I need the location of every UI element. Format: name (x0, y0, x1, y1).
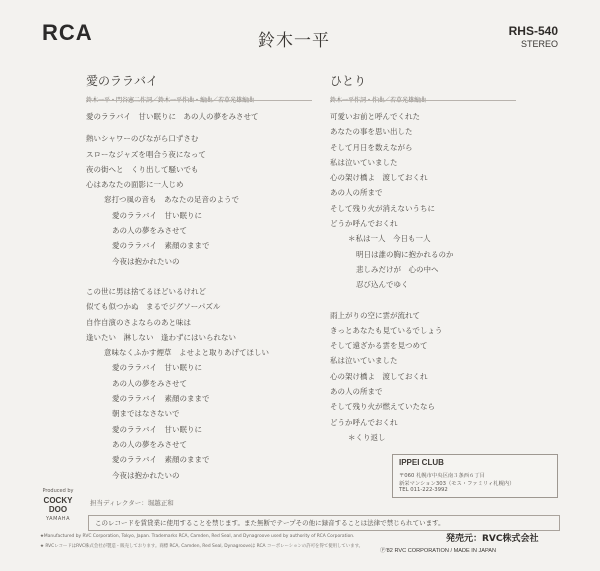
lyric-line: 意味なくふかす煙草 よせよと取りあげてほしい (104, 348, 269, 358)
lyric-line: 愛のララバイ 甘い眠りに (112, 363, 202, 373)
lyric-line: あの人の夢をみさせて (112, 226, 187, 236)
lyric-line: 愛のララバイ 素顔のままで (112, 455, 210, 465)
producer-logo: COCKY DOO (43, 496, 73, 514)
lyric-line: 愛のララバイ 素顔のままで (112, 394, 210, 404)
seller: 発売元：RVC株式会社 (446, 534, 539, 544)
lyric-line: ＊私は一人 今日も一人 (348, 234, 431, 244)
lyric-line: そして残り火が消えないうちに (330, 203, 435, 213)
lyric-line: 心はあなたの面影に一人じめ (86, 180, 184, 190)
song-b-divider (330, 100, 516, 101)
lyric-line: 今夜は抱かれたいの (112, 256, 180, 266)
lyric-line: 似ても似つかぬ まるでジグソーパズル (86, 302, 221, 312)
lyric-line: 心の架け橋よ 渡しておくれ (330, 371, 428, 381)
lyric-line: 私は泣いていました (330, 356, 398, 366)
lyric-line: 愛のララバイ 甘い眠りに あの人の夢をみさせて (86, 112, 259, 121)
lyric-line: そして残り火が燃えていたなら (330, 402, 435, 412)
lyric-line: 熱いシャワーのびながら口ずさむ (86, 134, 199, 144)
produced-by-label: Produced by (42, 488, 74, 494)
rca-logo: RCA (42, 20, 93, 45)
lyric-line: 可愛いお前と呼んでくれた (330, 112, 420, 121)
lyric-line: あなたの事を思い出した (330, 127, 413, 137)
lyric-line: 愛のララバイ 甘い眠りに (112, 424, 202, 434)
song-a-title: 愛のララバイ (86, 74, 159, 88)
fan-club-box (392, 454, 558, 498)
format-label: STEREO (520, 39, 558, 49)
producer-credit (38, 488, 78, 522)
lyric-line: あの人の夢をみさせて (112, 439, 187, 449)
lyric-line: 心の架け橋よ 渡しておくれ (330, 173, 428, 183)
lyric-line: 自作自演のさよならのあと味は (86, 317, 191, 327)
lyric-line: 愛のララバイ 甘い眠りに (112, 210, 202, 220)
song-b-lyrics (330, 109, 454, 445)
lyric-line: この世に男は捨てるほどいるけれど (86, 286, 206, 296)
lyric-line: 忍び込んでゆく (356, 280, 409, 290)
fine-print-1: ★Manufactured by RVC Corporation, Tokyo, Japan. Trademarks RCA, Camden, Red Seal, and Dynagroove used by authority of RCA Corporation. (40, 534, 355, 539)
song-b-title: ひとり (330, 74, 367, 88)
director-credit: 担当ディレクター：堀越正和 (90, 499, 174, 507)
catalog-block (509, 24, 558, 49)
lyric-line: 逢いたい 淋しない 逢わずにはいられない (86, 332, 236, 342)
copyright: Ⓟ'82 RVC CORPORATION / MADE IN JAPAN (380, 548, 497, 554)
lyric-line: 窓打つ風の音も あなたの足音のようで (104, 195, 239, 205)
lyric-line: 私は泣いていました (330, 157, 398, 167)
catalog-number: RHS-540 (508, 24, 558, 38)
lyric-line: そして遠ざかる雲を見つめて (330, 341, 428, 351)
lyric-line: ＊くり返し (348, 432, 386, 442)
fan-club-address-2: 新栄マンション303（モス・ファミリィ札幌内） (399, 481, 515, 487)
song-a-divider (86, 100, 312, 101)
lyric-line: どうか呼んでおくれ (330, 219, 398, 229)
fan-club-name: IPPEI CLUB (399, 458, 444, 467)
legal-notice: このレコードを賃貸業に使用することを禁じます。また無断でテープその他に録音することは法律で禁じられています。 (88, 515, 560, 531)
header (0, 0, 600, 60)
lyric-line: スローなジャズを唱合う夜になって (86, 149, 206, 159)
artist-name: 鈴木一平 (258, 31, 330, 51)
lyric-line: 明日は誰の胸に抱かれるのか (356, 249, 454, 259)
lyric-line: 夜の街へと くり出して騒いでも (86, 164, 199, 174)
lyric-line: あの人の夢をみさせて (112, 378, 187, 388)
fan-club-address-1: 〒060 札幌市中央区南３条西６丁目 (399, 473, 485, 479)
lyric-line: 雨上がりの空に雲が流れて (330, 310, 420, 320)
lyric-line: きっとあなたも見ているでしょう (330, 325, 443, 335)
lyric-line: あの人の所まで (330, 188, 383, 198)
lyric-line: 今夜は抱かれたいの (112, 470, 180, 480)
lyric-line: そして月日を数えながら (330, 142, 413, 152)
fine-print-2: ★ RVCレコードはRVC株式会社が製造・販売しております。商標 RCA, Camden, Red Seal, Dynagrooveは RCA コーポレーションの許可を得て使用しています。 (40, 544, 363, 549)
lyric-line: あの人の所まで (330, 387, 383, 397)
lyric-line: 朝まではなさないで (112, 409, 180, 419)
producer-sub: YAMAHA (45, 516, 70, 522)
lyric-line: 悲しみだけが 心の中へ (356, 264, 439, 274)
song-a-lyrics (86, 109, 269, 483)
lyric-line: 愛のララバイ 素顔のままで (112, 241, 210, 251)
fan-club-tel: TEL 011-222-3992 (399, 487, 448, 493)
lyric-line: どうか呼んでおくれ (330, 417, 398, 427)
